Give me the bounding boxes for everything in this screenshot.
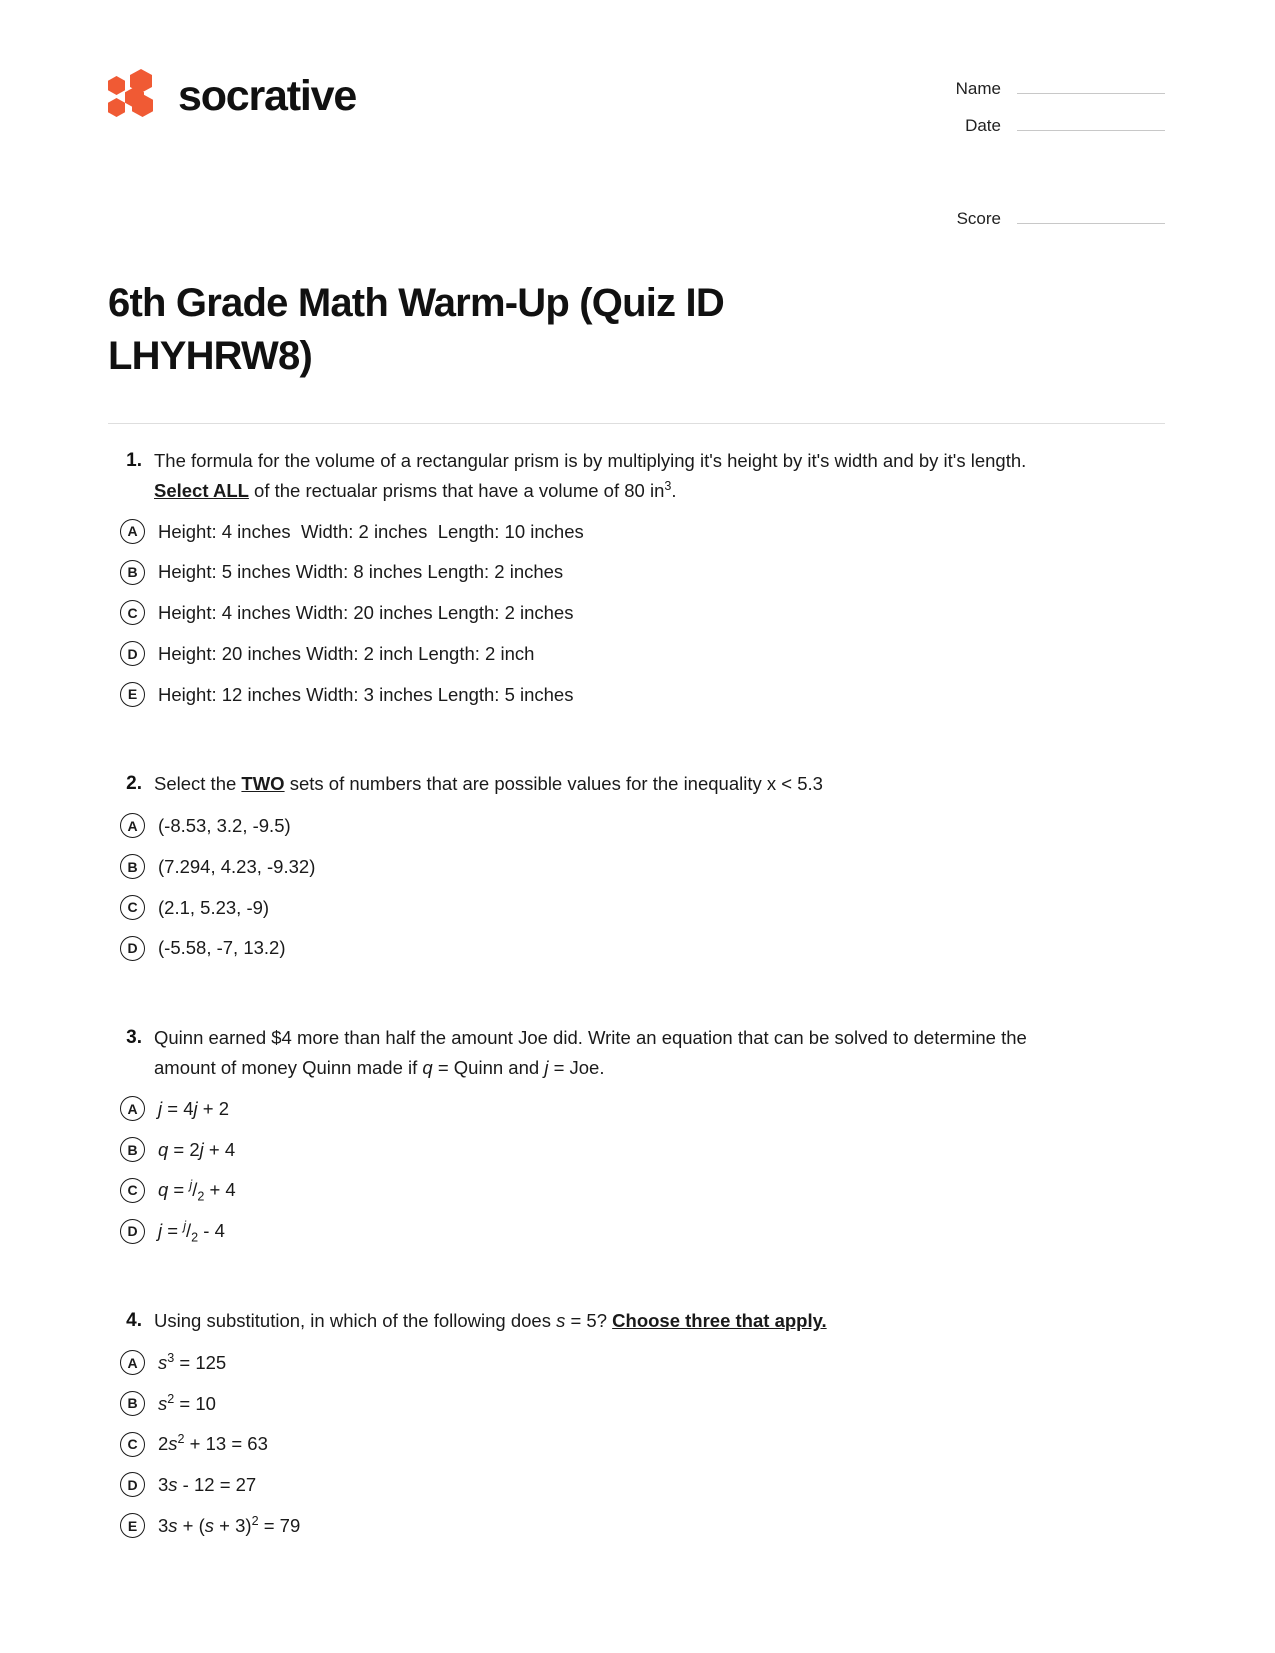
option-bubble-d[interactable]: D [120,936,145,961]
answer-option-d[interactable] [108,934,1165,962]
option-bubble-b[interactable]: B [120,560,145,585]
option-label: Height: 20 inches Width: 2 inch Length: 2 inch [158,642,535,664]
question-text: Using substitution, in which of the following does s = 5? Choose three that apply. [154,1309,827,1331]
question-prompt [108,1023,1165,1083]
answer-option-a[interactable] [108,518,1165,546]
date-input-line[interactable] [1017,111,1165,131]
score-label: Score [956,209,1001,228]
date-label: Date [965,116,1001,135]
question-4 [108,1306,1165,1579]
answer-option-b[interactable] [108,1390,1165,1418]
option-label: (7.294, 4.23, -9.32) [158,855,316,877]
answer-option-d[interactable] [108,640,1165,668]
question-number: 3. [126,1027,142,1049]
question-list [108,446,1165,1579]
option-bubble-a[interactable]: A [120,1096,145,1121]
option-label: Height: 5 inches Width: 8 inches Length: 2 inches [158,561,564,583]
question-2 [108,769,1165,1001]
option-bubble-c[interactable]: C [120,1432,145,1457]
question-spacer [108,1553,1165,1579]
name-input-line[interactable] [1017,74,1165,94]
option-label: j = 4j + 2 [158,1097,229,1119]
answer-option-d[interactable] [108,1471,1165,1499]
answer-option-b[interactable] [108,853,1165,881]
question-text: Quinn earned $4 more than half the amount Joe did. Write an equation that can be solved to determine the amount of money Quinn made if q = Quinn and j = Joe. [154,1027,1027,1079]
option-bubble-b[interactable]: B [120,1137,145,1162]
option-label: (-5.58, -7, 13.2) [158,937,286,959]
option-label: $s^3 = 125$ [158,1350,227,1373]
option-bubble-d[interactable]: D [120,1472,145,1497]
answer-option-a[interactable] [108,1095,1165,1123]
student-meta-fields [920,62,1165,241]
question-number: 1. [126,449,142,471]
answer-options [108,518,1165,709]
brand-name: socrative [178,71,357,120]
question-text: Select the TWO sets of numbers that are possible values for the inequality x < 5.3 [154,773,823,795]
option-label: Height: 12 inches Width: 3 inches Length: 5 inches [158,683,574,705]
option-bubble-b[interactable]: B [120,854,145,879]
answer-option-b[interactable] [108,558,1165,586]
page-title: 6th Grade Math Warm-Up (Quiz ID LHYHRW8) [108,281,724,378]
question-spacer [108,721,1165,747]
hexagon-cluster-logo-icon [108,70,160,122]
option-label: Height: 4 inches Width: 2 inches Length: 10 inches [158,520,584,542]
option-bubble-c[interactable]: C [120,1178,145,1203]
date-field-row [920,111,1165,136]
answer-options [108,1349,1165,1540]
question-1 [108,446,1165,748]
answer-option-c[interactable] [108,1176,1165,1204]
option-label: $q = ^j/_2 + 4$ [158,1178,236,1205]
option-label: (2.1, 5.23, -9) [158,896,270,918]
option-bubble-d[interactable]: D [120,641,145,666]
answer-option-c[interactable] [108,1430,1165,1458]
option-label: Height: 4 inches Width: 20 inches Length: 2 inches [158,602,574,624]
question-spacer [108,975,1165,1001]
option-bubble-c[interactable]: C [120,895,145,920]
answer-option-c[interactable] [108,894,1165,922]
option-label: $3s + (s + 3)^2 = 79$ [158,1513,301,1536]
brand-logo [108,70,356,122]
question-number: 2. [126,773,142,795]
option-bubble-e[interactable]: E [120,682,145,707]
name-field-row [920,74,1165,99]
name-label: Name [955,79,1001,98]
option-label: $s^2 = 10$ [158,1391,216,1414]
answer-option-c[interactable] [108,599,1165,627]
question-prompt [108,446,1165,506]
answer-option-d[interactable] [108,1217,1165,1245]
header-divider [108,423,1165,424]
answer-options [108,1095,1165,1245]
question-text: The formula for the volume of a rectangular prism is by multiplying it's height by it's width and by it's length. Select ALL of the rectualar prisms that have a volume of 80 $in^3$. [154,449,1027,501]
option-label: (-8.53, 3.2, -9.5) [158,815,291,837]
answer-option-b[interactable] [108,1136,1165,1164]
option-bubble-a[interactable]: A [120,813,145,838]
question-3 [108,1023,1165,1284]
option-bubble-d[interactable]: D [120,1219,145,1244]
answer-option-a[interactable] [108,1349,1165,1377]
option-bubble-c[interactable]: C [120,600,145,625]
question-prompt [108,769,1165,800]
page-header [0,0,1275,241]
option-bubble-b[interactable]: B [120,1391,145,1416]
option-label: q = 2j + 4 [158,1138,236,1160]
answer-option-e[interactable] [108,681,1165,709]
option-label: $j = ^j/_2 - 4$ [158,1219,225,1245]
score-input-line[interactable] [1017,204,1165,224]
answer-options [108,812,1165,962]
score-field-row [920,204,1165,229]
question-number: 4. [126,1309,142,1331]
answer-option-e[interactable] [108,1512,1165,1540]
option-label: $2s^2 + 13 = 63$ [158,1432,268,1455]
option-label: 3s - 12 = 27 [158,1474,257,1495]
option-bubble-a[interactable]: A [120,1350,145,1375]
question-prompt [108,1306,1165,1337]
option-bubble-e[interactable]: E [120,1513,145,1538]
answer-option-a[interactable] [108,812,1165,840]
option-bubble-a[interactable]: A [120,519,145,544]
question-spacer [108,1258,1165,1284]
